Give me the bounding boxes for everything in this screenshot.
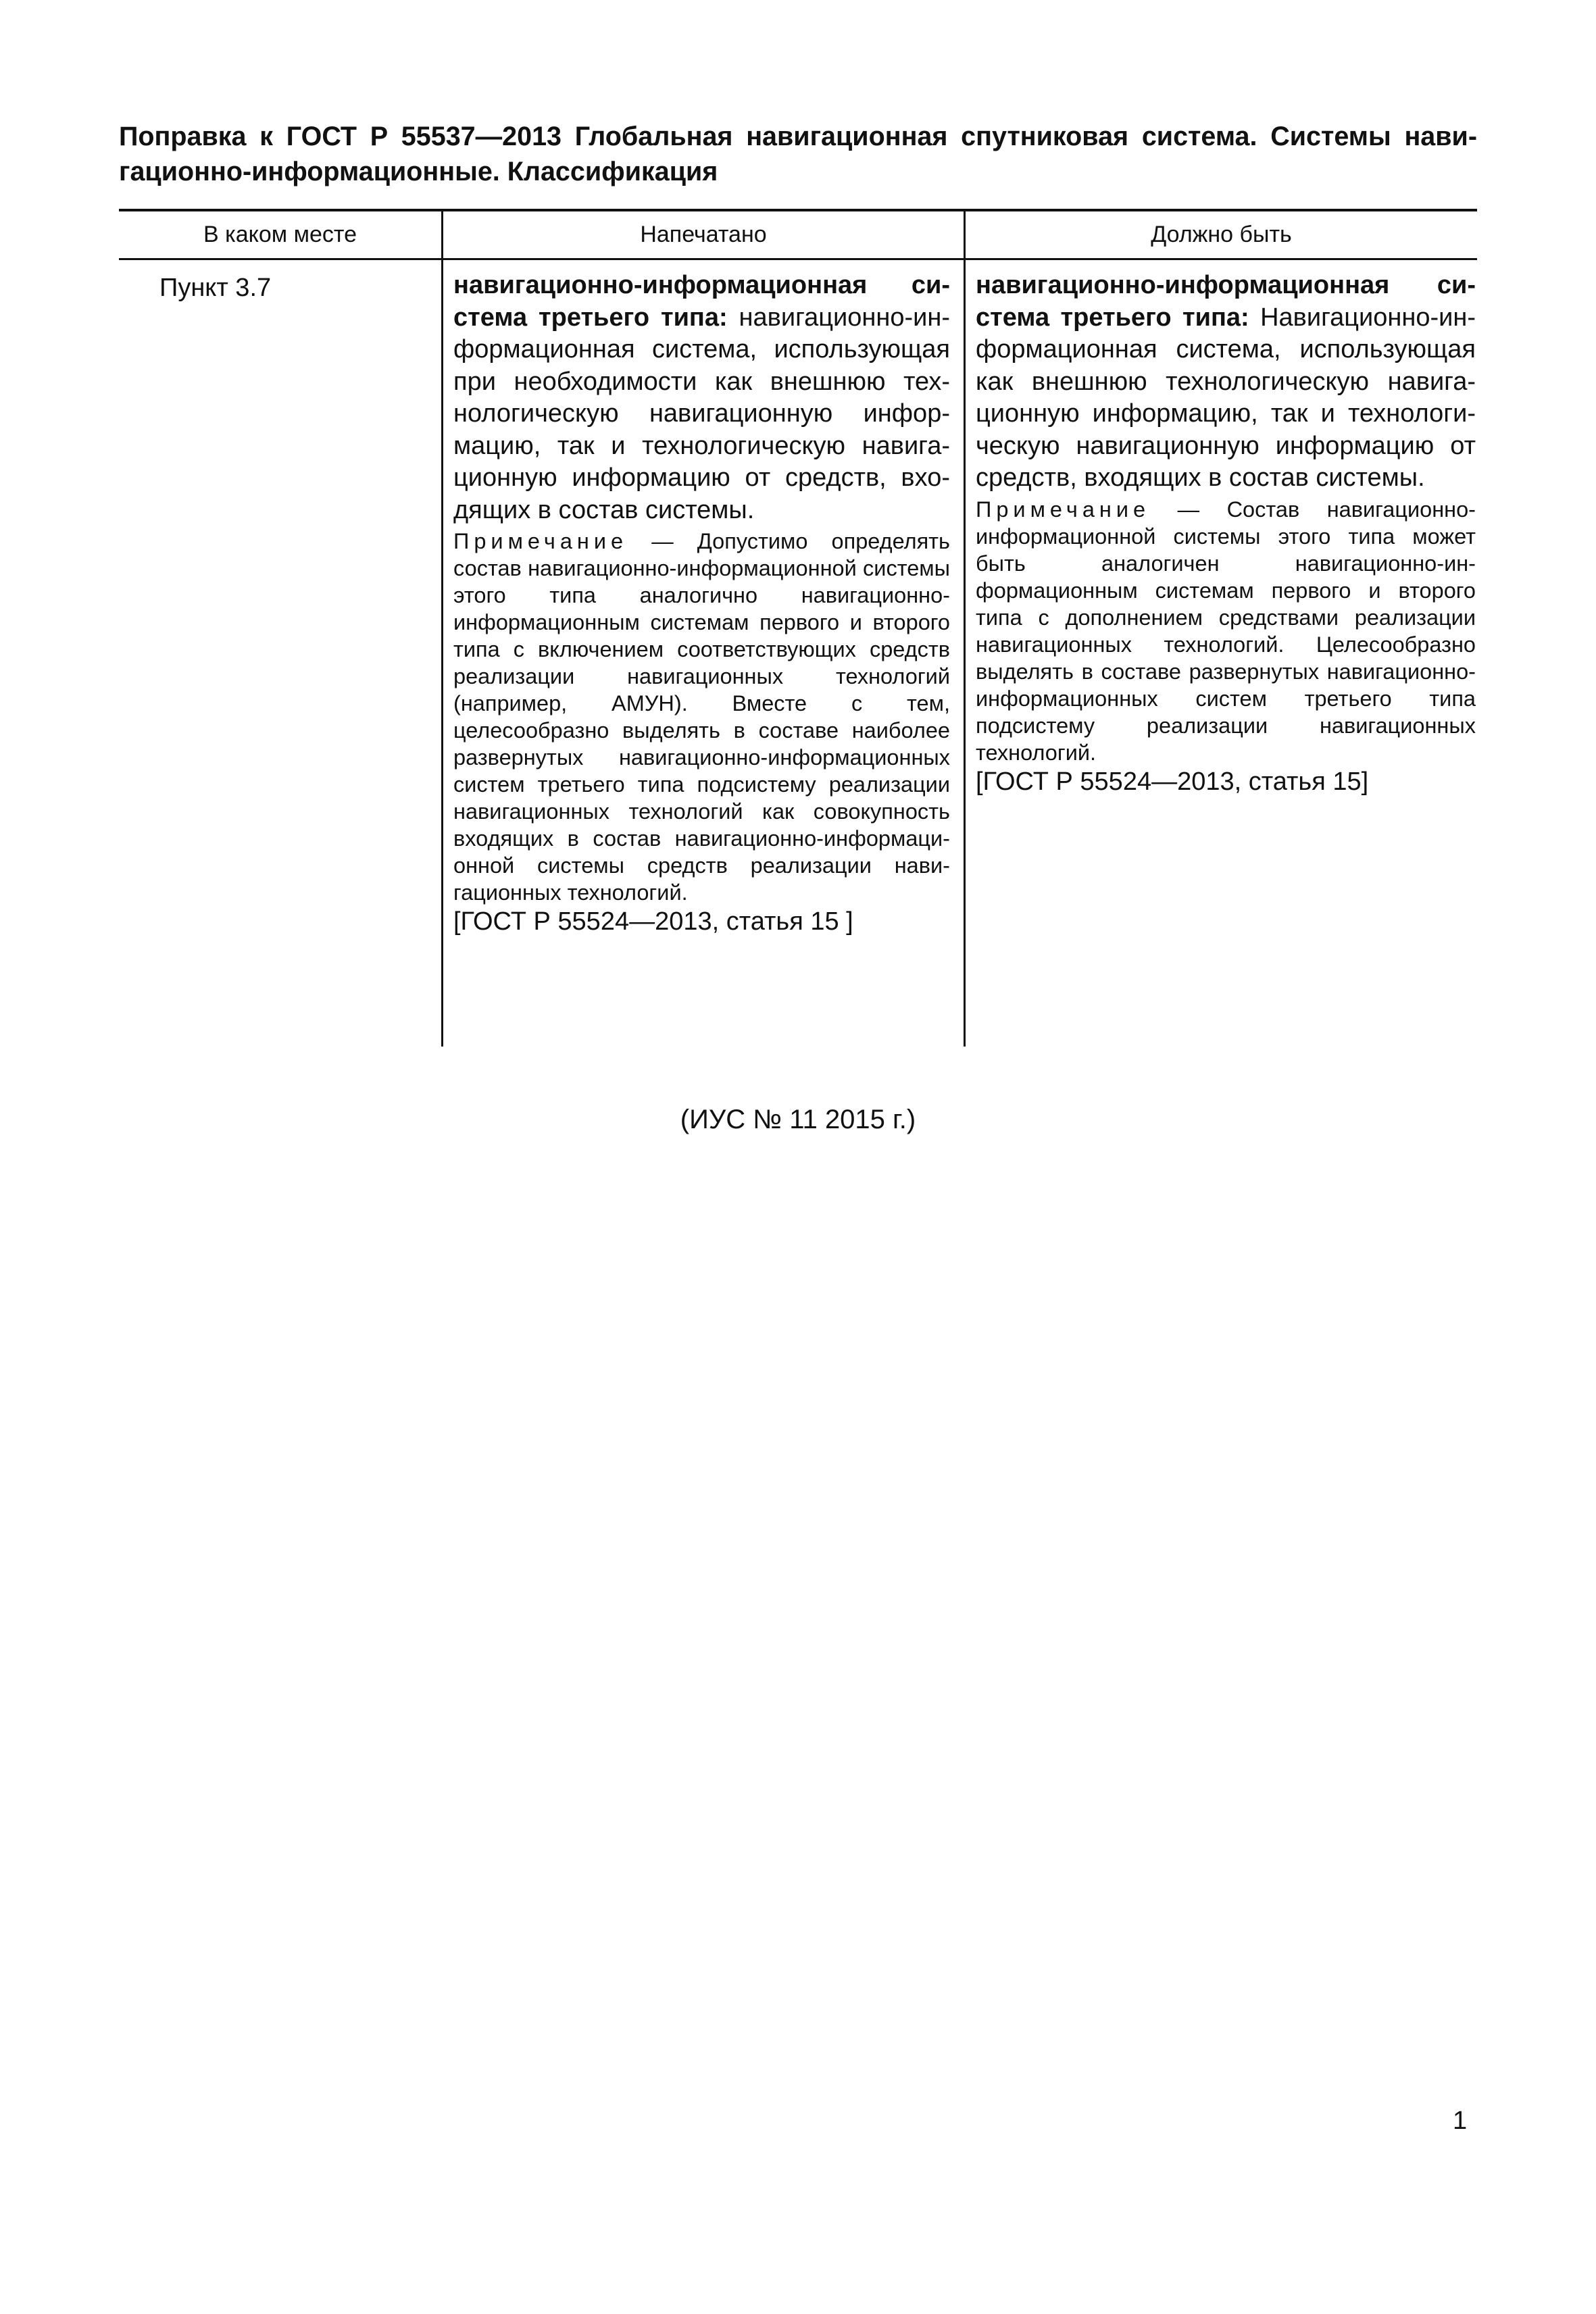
row-place: Пункт 3.7 (159, 274, 272, 302)
printed-term: навигационно-информационная система третьего типа: (453, 271, 950, 332)
header-should-be: Должно быть (1151, 222, 1292, 247)
should-be-term: навигационно-информационная система третьего типа: (976, 271, 1476, 332)
table-header-rule (119, 258, 1477, 260)
column-divider-2 (964, 211, 966, 1047)
should-be-definition-text: Навигационно-информационная система, использующая как внешнюю технологическую навигационную информацию, так и технологическую навигационную информацию от средств, входящих в состав системы. (976, 303, 1476, 492)
should-be-note-label: Примечание (976, 497, 1151, 522)
should-be-reference: [ГОСТ Р 55524—2013, статья 15] (976, 767, 1369, 796)
corrections-table (119, 209, 1477, 1047)
document-title: Поправка к ГОСТ Р 55537—2013 Глобальная навигационная спутниковая система. Системы навигационно-информационные. Классификация (119, 122, 1477, 186)
printed-definition-text: навигационно-информационная система, использующая при необходимости как внешнюю технологическую навигационную информацию, так и технологическую навигационную информацию от средств, входящих в состав системы. (453, 303, 950, 524)
should-be-note (976, 496, 1476, 766)
page-number: 1 (1453, 2107, 1468, 2135)
printed-note-label: Примечание (453, 529, 628, 553)
printed-cell (453, 270, 950, 938)
header-printed: Напечатано (640, 222, 767, 247)
should-be-cell (976, 270, 1476, 798)
should-be-definition (976, 270, 1476, 495)
printed-note (453, 528, 950, 906)
printed-reference: [ГОСТ Р 55524—2013, статья 15 ] (453, 907, 853, 936)
printed-definition (453, 270, 950, 526)
ius-reference: (ИУС № 11 2015 г.) (680, 1105, 916, 1134)
column-divider-1 (441, 211, 443, 1047)
header-place: В каком месте (203, 222, 357, 247)
printed-note-text: — Допустимо определять состав навигационно-информационной системы этого типа аналогично навигационно-информационным системам первого и второго типа с включением соответствующих средств реализации навигационных технологий (например, АМУН). Вместе с тем, целесообразно выделять в составе наиболее развернутых навигационно-информационных систем третьего типа подсистему реализации навигационных технологий как совокупность входящих в состав навигационно-информационной системы средств реализации навигационных технологий. (453, 529, 950, 905)
should-be-note-text: — Состав навигационно-информационной системы этого типа может быть аналогичен навигационно-информационным системам первого и второго типа с дополнением средствами реализации навигационных технологий. Целесообразно выделять в составе развернутых навигационно-информационных систем третьего типа подсистему реализации навигационных технологий. (976, 497, 1476, 765)
